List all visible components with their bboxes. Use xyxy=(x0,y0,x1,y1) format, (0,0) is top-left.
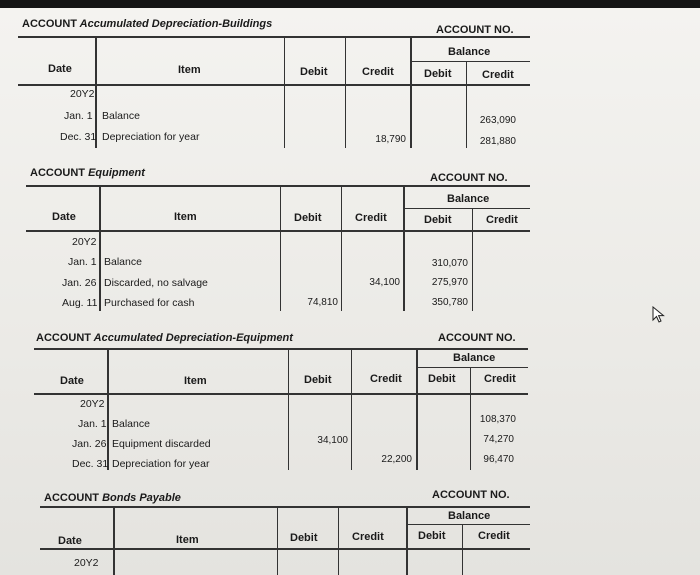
account-prefix: ACCOUNT xyxy=(44,492,99,504)
row-item: Equipment discarded xyxy=(112,438,211,450)
balance-credit-header: Credit xyxy=(478,530,510,542)
column-divider xyxy=(462,525,463,575)
column-divider xyxy=(288,348,289,470)
column-divider xyxy=(284,36,285,148)
window-top-edge xyxy=(0,0,700,8)
account-name: Equipment xyxy=(88,167,145,179)
account-title xyxy=(22,18,272,30)
account-name: Accumulated Depreciation-Equipment xyxy=(93,332,293,344)
rule xyxy=(26,185,530,187)
balance-credit-header: Credit xyxy=(482,69,514,81)
rule xyxy=(26,230,530,232)
item-header: Item xyxy=(176,534,199,546)
mouse-pointer-icon xyxy=(652,306,666,324)
balance-header: Balance xyxy=(448,510,491,522)
debit-header: Debit xyxy=(304,374,332,386)
row-balance-credit: 281,880 xyxy=(479,136,516,147)
balance-debit-header: Debit xyxy=(424,68,452,80)
credit-header: Credit xyxy=(352,531,384,543)
year: 20Y2 xyxy=(80,398,105,410)
credit-header: Credit xyxy=(362,66,394,78)
column-divider xyxy=(410,36,412,148)
account-prefix: ACCOUNT xyxy=(30,167,85,179)
column-divider xyxy=(113,506,115,575)
row-date: Jan. 26 xyxy=(72,438,107,450)
credit-header: Credit xyxy=(370,373,402,385)
column-divider xyxy=(277,506,278,575)
column-divider xyxy=(466,62,467,148)
row-item: Depreciation for year xyxy=(112,458,210,470)
item-header: Item xyxy=(184,375,207,387)
row-balance-debit: 275,970 xyxy=(431,277,468,288)
column-divider xyxy=(472,209,473,311)
account-no-label: ACCOUNT NO. xyxy=(432,489,510,501)
row-item: Balance xyxy=(102,110,140,122)
date-header: Date xyxy=(52,211,76,223)
row-item: Balance xyxy=(104,256,142,268)
balance-debit-header: Debit xyxy=(428,373,456,385)
debit-header: Debit xyxy=(300,66,328,78)
column-divider xyxy=(351,348,352,470)
account-name: Bonds Payable xyxy=(102,492,181,504)
balance-debit-header: Debit xyxy=(424,214,452,226)
row-balance-debit: 350,780 xyxy=(431,297,468,308)
row-item: Depreciation for year xyxy=(102,131,200,143)
balance-header: Balance xyxy=(447,193,490,205)
column-divider xyxy=(403,185,405,311)
column-divider xyxy=(406,506,408,575)
date-header: Date xyxy=(48,63,72,75)
balance-header: Balance xyxy=(448,46,491,58)
row-credit: 34,100 xyxy=(369,277,400,288)
balance-credit-header: Credit xyxy=(486,214,518,226)
debit-header: Debit xyxy=(294,212,322,224)
balance-header: Balance xyxy=(453,352,496,364)
row-date: Jan. 1 xyxy=(78,418,107,430)
row-date: Jan. 26 xyxy=(62,277,97,289)
rule xyxy=(418,367,528,368)
year: 20Y2 xyxy=(74,557,99,569)
account-name: Accumulated Depreciation-Buildings xyxy=(79,18,273,30)
row-date: Dec. 31 xyxy=(72,458,109,470)
column-divider xyxy=(99,185,101,311)
column-divider xyxy=(341,185,342,311)
ledger-page xyxy=(0,8,700,575)
row-balance-credit: 108,370 xyxy=(479,414,516,425)
year: 20Y2 xyxy=(72,236,97,248)
row-balance-credit: 96,470 xyxy=(483,454,514,465)
row-debit: 34,100 xyxy=(317,435,348,446)
account-prefix: ACCOUNT xyxy=(36,332,91,344)
row-item: Balance xyxy=(112,418,150,430)
credit-header: Credit xyxy=(355,212,387,224)
account-title xyxy=(30,167,145,179)
column-divider xyxy=(345,36,346,148)
rule xyxy=(412,61,530,62)
balance-debit-header: Debit xyxy=(418,530,446,542)
account-title xyxy=(44,492,181,504)
row-balance-credit: 74,270 xyxy=(483,434,514,445)
account-title xyxy=(36,332,293,344)
date-header: Date xyxy=(58,535,82,547)
row-item: Discarded, no salvage xyxy=(104,277,208,289)
item-header: Item xyxy=(178,64,201,76)
date-header: Date xyxy=(60,375,84,387)
row-credit: 22,200 xyxy=(381,454,412,465)
account-prefix: ACCOUNT xyxy=(22,18,77,30)
row-date: Dec. 31 xyxy=(60,131,97,143)
row-balance-credit: 263,090 xyxy=(479,115,516,126)
rule xyxy=(404,208,530,209)
item-header: Item xyxy=(174,211,197,223)
row-date: Jan. 1 xyxy=(64,110,93,122)
balance-credit-header: Credit xyxy=(484,373,516,385)
column-divider xyxy=(280,185,281,311)
row-credit: 18,790 xyxy=(375,134,406,145)
year: 20Y2 xyxy=(70,88,95,100)
row-date: Jan. 1 xyxy=(68,256,97,268)
column-divider xyxy=(107,348,109,470)
row-balance-debit: 310,070 xyxy=(431,258,468,269)
rule xyxy=(408,524,530,525)
account-no-label: ACCOUNT NO. xyxy=(438,332,516,344)
row-debit: 74,810 xyxy=(307,297,338,308)
column-divider xyxy=(338,506,339,575)
account-no-label: ACCOUNT NO. xyxy=(436,24,514,36)
column-divider xyxy=(416,348,418,470)
row-date: Aug. 11 xyxy=(62,297,98,309)
account-no-label: ACCOUNT NO. xyxy=(430,172,508,184)
row-item: Purchased for cash xyxy=(104,297,195,309)
debit-header: Debit xyxy=(290,532,318,544)
